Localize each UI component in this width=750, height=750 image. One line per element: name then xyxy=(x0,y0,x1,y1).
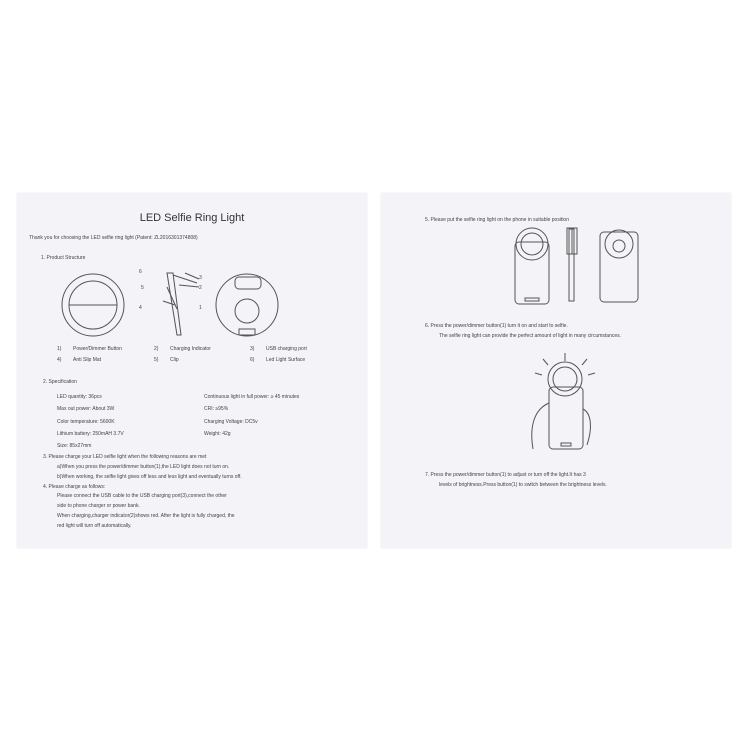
phone-side-with-clip-illustration xyxy=(564,226,584,306)
step-7-line-1: 7. Press the power/dimmer button(1) to adjust or turn off the light.It has 3 xyxy=(425,472,586,478)
callout-6: 6 xyxy=(139,269,142,275)
charge-step-line: red light will turn off automatically. xyxy=(57,523,132,529)
manual-page-left: LED Selfie Ring Light Thank you for choosing the LED selfie ring light (Patent: ZL2016301374808) 1. Product Structure 6 5 4 3 2 1 1) Power/Dimmer Button 2) Charging Indicator 3) USB charging port 4) Anti Slip Mat 5) Clip 6) Led Light Surface 2. Specification LED quantity: 36pcs Max out power: About 3W Color temperature: 5600K Lithium battery: 250mAH 3.7V Size: 85x27mm Continuous light in full power: ≥ 45 minutes CRI: ≥95% Charging Voltage: DC5v Weight: 42g 3. Please charge your LED selfie light when the following reasons are met a)When you press the power/dimmer button(1),the LED light does not turn on. b)When working, the selfie light gives off less and less light and eventually turns off. 4. Please charge as follows: Please connect the USB cable to the USB charging port(3),connect the other side to phone charger or power bank. When charging,charger indicator(2)shows red. After the light is fully charged, the red light will turn off automatically. xyxy=(17,193,367,548)
part-anti-slip-mat: Anti Slip Mat xyxy=(73,357,102,363)
spec-item: Continuous light in full power: ≥ 45 minutes xyxy=(204,394,300,400)
callout-2: 2 xyxy=(199,285,202,291)
spec-item: LED quantity: 36pcs xyxy=(57,394,102,400)
step-5-text: 5. Please put the selfie ring light on the phone in suitable position xyxy=(425,217,569,223)
intro-text: Thank you for choosing the LED selfie ring light (Patent: ZL2016301374808) xyxy=(29,235,198,241)
step-6-line-2: The selfie ring light can provide the perfect amount of light in many circumstances. xyxy=(439,333,622,339)
part-usb-port: USB charging port xyxy=(266,346,307,352)
phone-back-with-ring-illustration xyxy=(596,226,646,306)
manual-page-right xyxy=(381,193,731,548)
spec-item: Max out power: About 3W xyxy=(57,406,115,412)
spec-item: Lithium battery: 250mAH 3.7V xyxy=(57,431,124,437)
part-led-surface: Led Light Surface xyxy=(266,357,306,363)
manual-title: LED Selfie Ring Light xyxy=(139,212,245,224)
structure-heading: 1. Product Structure xyxy=(41,255,86,261)
spec-item: Weight: 42g xyxy=(204,431,231,437)
charge-step-line: When charging,charger indicator(2)shows red. After the light is fully charged, the xyxy=(57,513,235,519)
spec-item: Color temperature: 5600K xyxy=(57,419,115,425)
callout-5: 5 xyxy=(141,285,144,291)
charge-step-line: Please connect the USB cable to the USB charging port(3),connect the other xyxy=(57,493,227,499)
clip-side-illustration xyxy=(157,269,217,344)
phone-front-with-ring-illustration xyxy=(511,226,561,306)
hand-holding-phone-illustration xyxy=(521,353,611,453)
callout-4: 4 xyxy=(139,305,142,311)
charge-reason-b: b)When working, the selfie light gives off less and less light and eventually turns off. xyxy=(57,474,242,480)
charge-reasons-heading: 3. Please charge your LED selfie light when the following reasons are met xyxy=(43,454,207,460)
spec-item: Charging Voltage: DC5v xyxy=(204,419,258,425)
spec-item: Size: 85x27mm xyxy=(57,443,92,449)
part-power-dimmer-button: Power/Dimmer Button xyxy=(73,346,122,352)
charge-step-line: side to phone charger or power bank. xyxy=(57,503,140,509)
step-6-line-1: 6. Press the power/dimmer button(1) turn it on and start to selfie. xyxy=(425,323,568,329)
callout-1: 1 xyxy=(199,305,202,311)
part-clip: Clip xyxy=(170,357,179,363)
part-charging-indicator: Charging Indicator xyxy=(170,346,211,352)
charge-steps-heading: 4. Please charge as follows: xyxy=(43,484,106,490)
charge-reason-a: a)When you press the power/dimmer button(1),the LED light does not turn on. xyxy=(57,464,230,470)
ring-light-back-illustration xyxy=(215,271,285,341)
specification-heading: 2. Specification xyxy=(43,379,77,385)
spec-item: CRI: ≥95% xyxy=(204,406,229,412)
ring-light-front-illustration xyxy=(61,271,131,341)
callout-3: 3 xyxy=(199,275,202,281)
step-7-line-2: levels of brightness.Press button(1) to switch between the brightness levels. xyxy=(439,482,607,488)
